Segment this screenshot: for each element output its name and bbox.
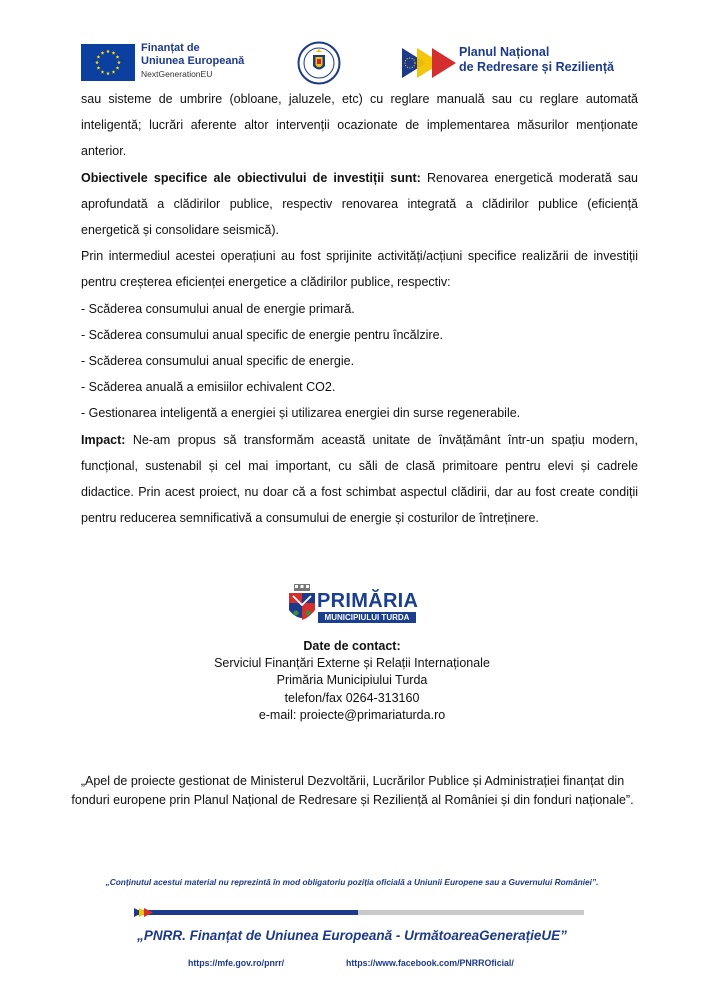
header-logos: [0, 40, 704, 86]
list-item: - Scăderea consumului anual specific de energie.: [81, 354, 355, 369]
pnrr-triangles-icon: [402, 48, 456, 78]
paragraph-activities: Prin intermediul acestei operațiuni au fost sprijinite activități/acțiuni specifice realizării de investiții pentru creșterea eficienței energetice a clădirilor publice, respectiv:: [81, 249, 638, 290]
contact-service: Serviciul Finanțări Externe și Relații Internaționale: [214, 656, 490, 671]
eu-label-line1: Finanțat de: [141, 42, 200, 54]
eu-star: [116, 55, 120, 59]
list-item: - Scăderea anuală a emisiilor echivalent CO2.: [81, 380, 336, 395]
paragraph-measures: sau sisteme de umbrire (obloane, jaluzele, etc) cu reglare manuală sau cu reglare automată inteligentă; lucrări aferente altor intervenții ocazionate de implementarea măsurilor menționate anterior.: [81, 92, 638, 159]
eu-star: [97, 66, 101, 70]
primaria-title: PRIMĂRIA: [317, 590, 419, 612]
contact-phone: telefon/fax 0264-313160: [284, 690, 420, 705]
pnrr-label: [459, 45, 614, 75]
objectives-label: Obiectivele specifice ale obiectivului de investiții sunt:: [81, 170, 421, 185]
contact-institution: Primăria Municipiului Turda: [276, 673, 428, 688]
eu-flag-icon: [81, 44, 135, 81]
impact-text: Ne-am propus să transformăm această unitate de învățământ într-un spațiu modern, funcțional, sustenabil și cel mai important, cu săli de clasă primitoare pentru elevi și cadrele didactice. Prin acest proiect, nu doar că a fost schimbat aspectul clădirii, dar au fost create condiții pentru reducerea semnificativă a consumului de energie și costurilor de întreținere.: [81, 432, 638, 526]
footer-slogan: „PNRR. Finanțat de Uniunea Europeană - UrmătoareaGenerațieUE”: [137, 928, 567, 943]
pnrr-label-line1: Planul Național: [459, 45, 550, 59]
list-item: - Scăderea consumului anual specific de energie pentru încălzire.: [81, 327, 444, 342]
footer-disclaimer: „Conținutul acestui material nu reprezintă în mod obligatoriu poziția oficială a Uniunii Europene sau a Guvernului României”.: [105, 877, 599, 887]
eu-star: [117, 61, 121, 65]
paragraph-objectives: [81, 165, 638, 244]
facebook-link[interactable]: https://www.facebook.com/PNRROficial/: [346, 958, 514, 968]
eu-star: [106, 50, 110, 54]
objectives-text: Renovarea energetică moderată sau aprofundată a clădirilor publice, respectiv renovarea integrată a clădirilor publice (eficiență energetică și consolidare seismică).: [81, 170, 639, 238]
eu-star: [97, 55, 101, 59]
primaria-subtitle: MUNICIPIULUI TURDA: [318, 612, 416, 623]
eu-label-line3: NextGenerationEU: [141, 69, 213, 79]
contact-email[interactable]: e-mail: proiecte@primariaturda.ro: [258, 707, 446, 722]
eu-star: [112, 51, 116, 55]
contact-block: [0, 638, 704, 724]
impact-label: Impact:: [81, 432, 126, 447]
eu-star: [95, 61, 99, 65]
eu-star: [112, 70, 116, 74]
eu-label-line2: Uniunea Europeană: [141, 55, 245, 67]
eu-star: [101, 70, 105, 74]
mfe-link[interactable]: https://mfe.gov.ro/pnrr/: [188, 958, 285, 968]
eu-star: [116, 66, 120, 70]
eu-funding-label: [141, 42, 244, 80]
list-item: - Gestionarea inteligentă a energiei și utilizarea energiei din surse regenerabile.: [81, 406, 521, 421]
document-body: [81, 86, 638, 531]
romanian-government-seal-icon: [296, 41, 342, 85]
funding-call-statement: „Apel de proiecte gestionat de Ministerul Dezvoltării, Lucrărilor Publice și Administrației finanțat din fonduri europene prin Planul Național de Redresare și Reziliență al României și din fonduri naționale”.: [71, 774, 634, 807]
list-item: - Scăderea consumului anual de energie primară.: [81, 301, 355, 316]
turda-coat-of-arms-icon: [287, 583, 317, 629]
eu-star: [106, 72, 110, 76]
footer-color-bar: [134, 906, 584, 918]
eu-star: [101, 51, 105, 55]
footer-links: [0, 958, 704, 972]
primaria-turda-logo: [287, 583, 417, 631]
paragraph-impact: [81, 427, 638, 532]
pnrr-label-line2: de Redresare și Reziliență: [459, 60, 614, 74]
contact-heading: Date de contact:: [303, 639, 401, 653]
